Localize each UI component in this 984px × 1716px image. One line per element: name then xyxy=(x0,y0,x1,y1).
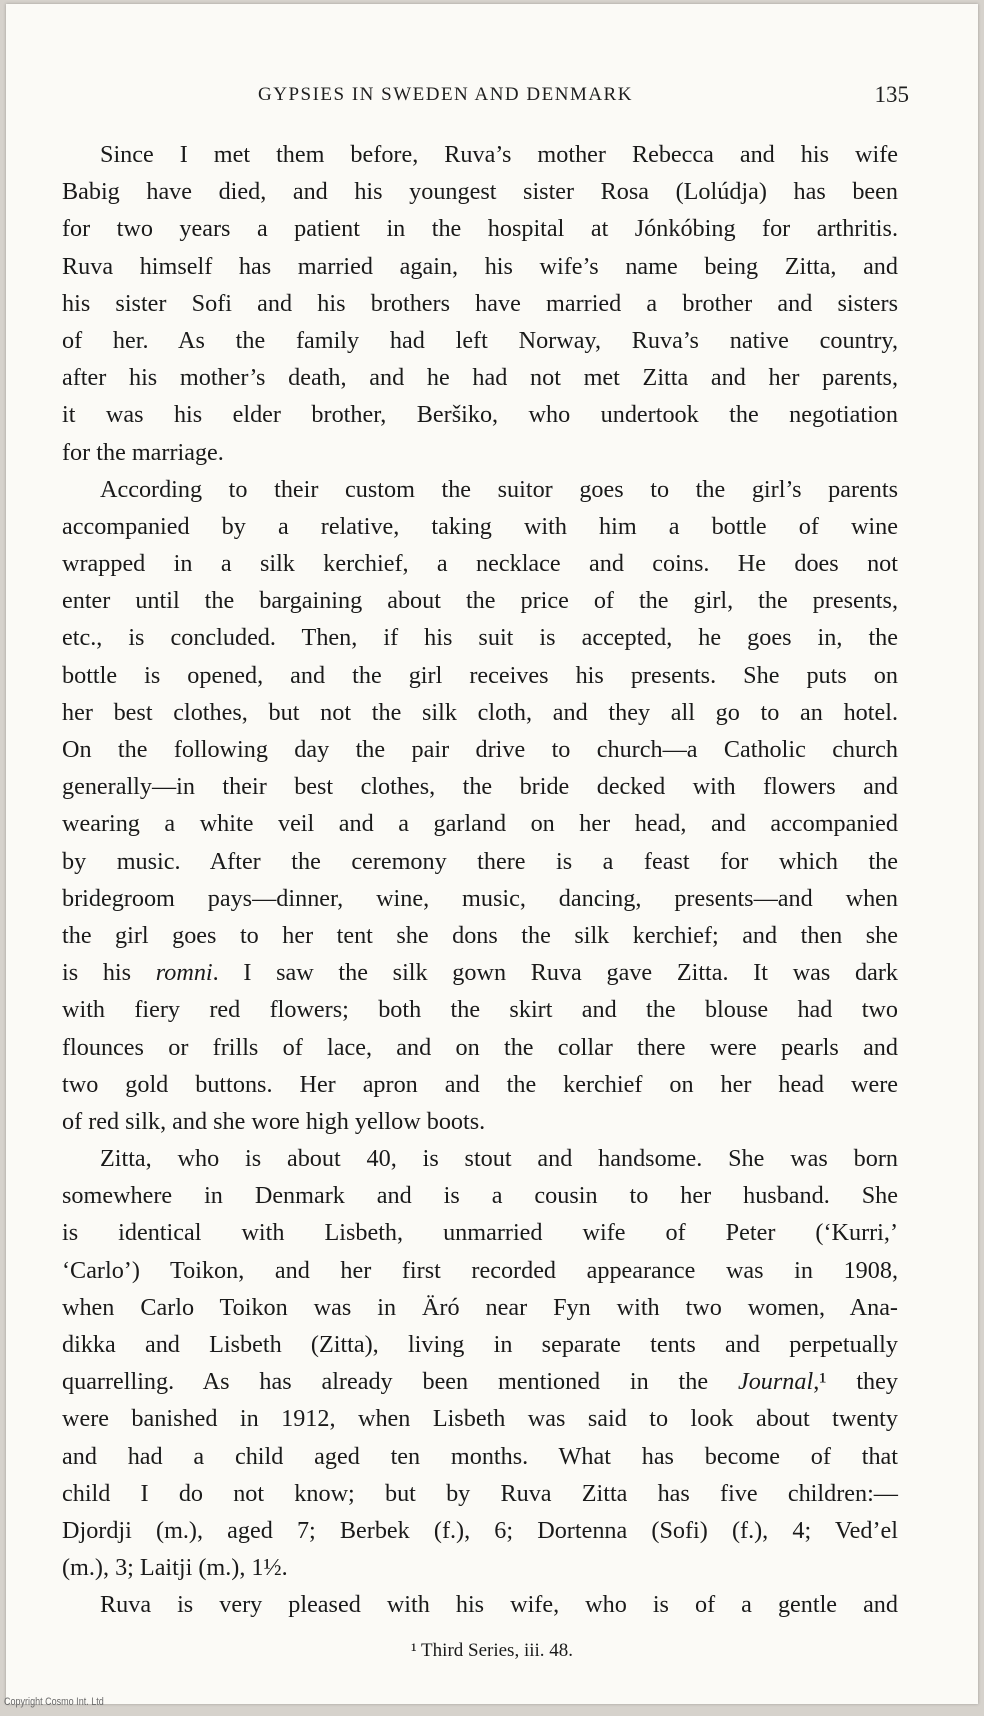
text-line: of her. As the family had left Norway, Ruva’s native country, xyxy=(62,326,898,354)
text-line: child I do not know; but by Ruva Zitta has five children:— xyxy=(62,1479,898,1507)
text-line: Djordji (m.), aged 7; Berbek (f.), 6; Dortenna (Sofi) (f.), 4; Ved’el xyxy=(62,1516,898,1544)
text-line: Babig have died, and his youngest sister Rosa (Lolúdja) has been xyxy=(62,178,898,206)
paragraph xyxy=(62,1140,898,1586)
footnote: ¹ Third Series, iii. 48. xyxy=(410,1640,574,1661)
text-line: his sister Sofi and his brothers have married a brother and sisters xyxy=(62,289,898,317)
paragraph xyxy=(62,471,898,1140)
text-line: somewhere in Denmark and is a cousin to her husband. She xyxy=(62,1182,898,1210)
text-line: dikka and Lisbeth (Zitta), living in separate tents and perpetually xyxy=(62,1331,898,1358)
text-line: generally—in their best clothes, the bride decked with flowers and xyxy=(62,773,898,801)
text-line: wrapped in a silk kerchief, a necklace and coins. He does not xyxy=(62,550,898,578)
text-line: Ruva is very pleased with his wife, who is of a gentle and xyxy=(100,1591,898,1619)
text-line: for the marriage. xyxy=(62,438,224,466)
text-line: Zitta, who is about 40, is stout and handsome. She was born xyxy=(100,1145,898,1173)
text-line: were banished in 1912, when Lisbeth was said to look about twenty xyxy=(62,1405,898,1433)
text-line: bottle is opened, and the girl receives his presents. She puts on xyxy=(62,661,898,689)
book-page xyxy=(6,4,978,1704)
text-line: wearing a white veil and a garland on her head, and accompanied xyxy=(62,810,898,838)
paragraph xyxy=(62,1586,898,1623)
text-line: Ruva himself has married again, his wife’s name being Zitta, and xyxy=(62,252,898,280)
text-line: is identical with Lisbeth, unmarried wife of Peter (‘Kurri,’ xyxy=(62,1219,898,1247)
text-line: According to their custom the suitor goes to the girl’s parents xyxy=(100,475,898,503)
body-text xyxy=(62,136,898,1624)
text-line: is his romni. I saw the silk gown Ruva gave Zitta. It was dark xyxy=(62,959,898,987)
text-line: for two years a patient in the hospital at Jónkóbing for arthritis. xyxy=(62,215,898,243)
text-line: ‘Carlo’) Toikon, and her first recorded appearance was in 1908, xyxy=(62,1256,898,1284)
text-line: bridegroom pays—dinner, wine, music, dancing, presents—and when xyxy=(62,884,898,912)
text-line: with fiery red flowers; both the skirt and the blouse had two xyxy=(62,996,898,1024)
text-line: and had a child aged ten months. What has become of that xyxy=(62,1442,898,1470)
text-line: On the following day the pair drive to church—a Catholic church xyxy=(62,736,898,763)
text-line: enter until the bargaining about the price of the girl, the presents, xyxy=(62,587,898,615)
text-line: by music. After the ceremony there is a feast for which the xyxy=(62,847,898,875)
text-line: quarrelling. As has already been mentioned in the Journal,¹ they xyxy=(62,1368,898,1396)
page-number: 135 xyxy=(874,82,909,107)
text-line: etc., is concluded. Then, if his suit is accepted, he goes in, the xyxy=(62,624,898,652)
text-line: accompanied by a relative, taking with him a bottle of wine xyxy=(62,512,898,540)
text-line: the girl goes to her tent she dons the silk kerchief; and then she xyxy=(62,921,898,949)
running-head xyxy=(6,84,978,114)
copyright-notice: Copyright Cosmo Int. Ltd xyxy=(4,1696,104,1708)
paragraph xyxy=(62,136,898,471)
text-line: when Carlo Toikon was in Äró near Fyn with two women, Ana- xyxy=(62,1293,898,1321)
text-line: flounces or frills of lace, and on the collar there were pearls and xyxy=(62,1033,898,1061)
text-line: her best clothes, but not the silk cloth, and they all go to an hotel. xyxy=(62,698,898,726)
text-line: it was his elder brother, Beršiko, who undertook the negotiation xyxy=(62,401,898,429)
running-title: GYPSIES IN SWEDEN AND DENMARK xyxy=(258,84,633,105)
text-line: (m.), 3; Laitji (m.), 1½. xyxy=(62,1554,288,1582)
text-line: two gold buttons. Her apron and the kerchief on her head were xyxy=(62,1070,898,1098)
text-line: Since I met them before, Ruva’s mother Rebecca and his wife xyxy=(100,141,898,168)
text-line: of red silk, and she wore high yellow boots. xyxy=(62,1107,486,1135)
text-line: after his mother’s death, and he had not met Zitta and her parents, xyxy=(62,364,898,392)
